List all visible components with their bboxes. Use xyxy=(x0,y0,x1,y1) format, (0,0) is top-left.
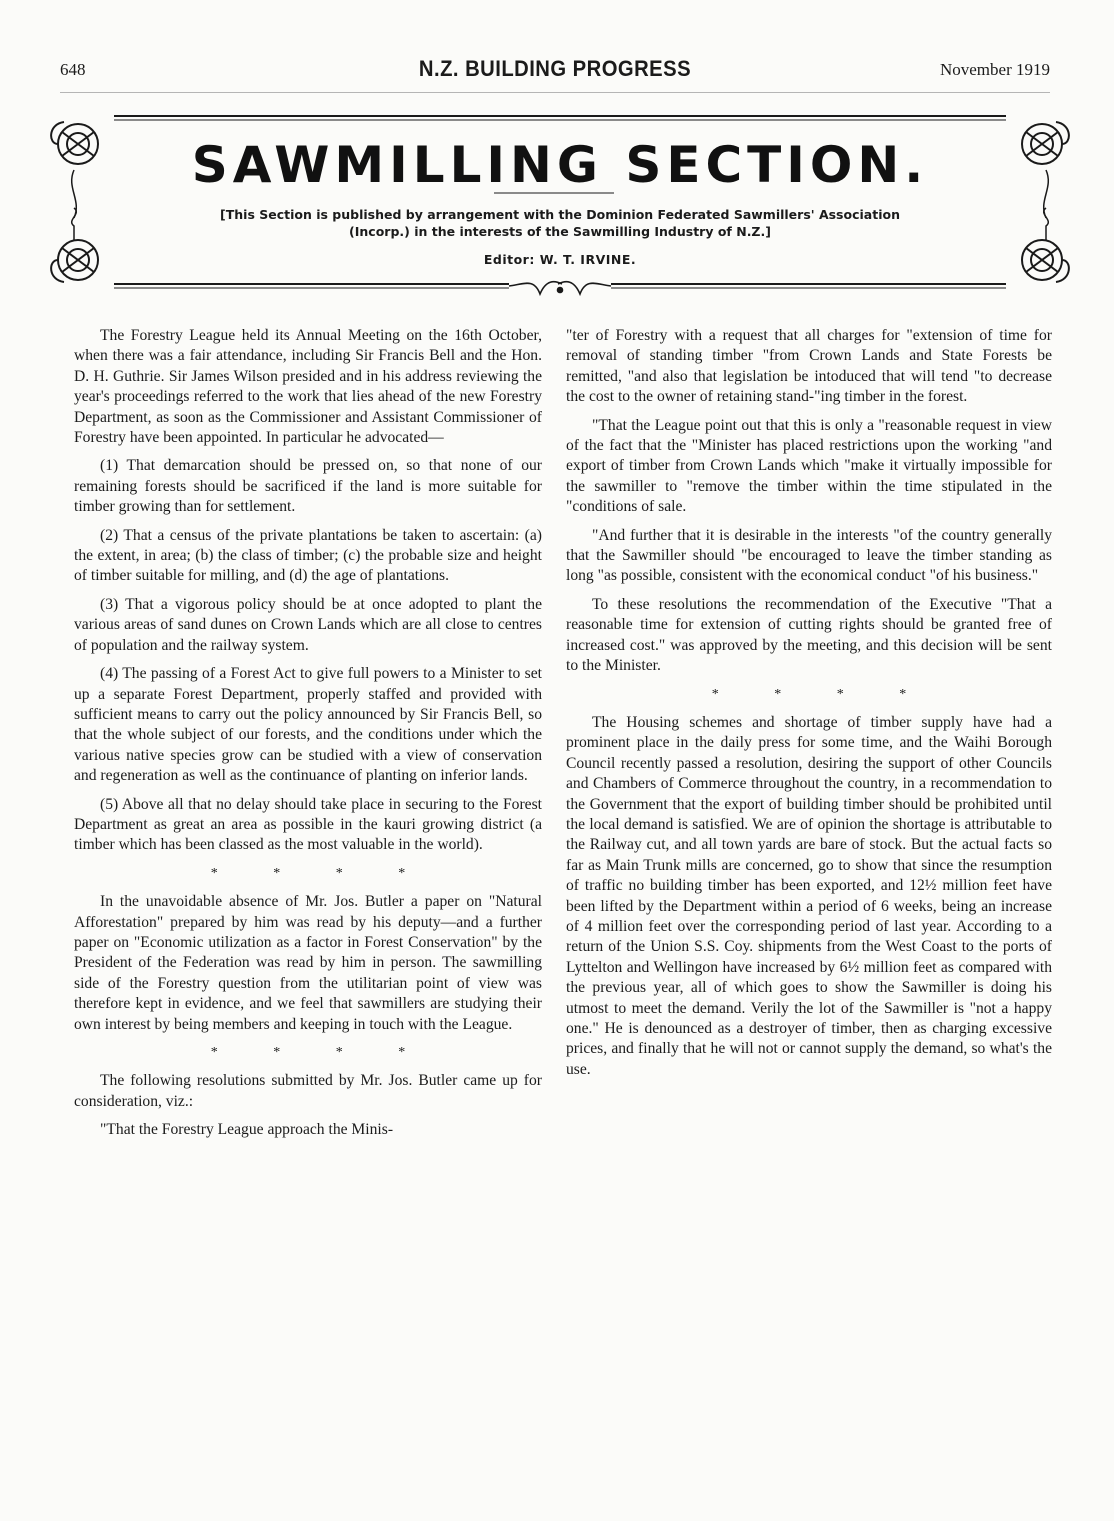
issue-date: November 1919 xyxy=(939,60,1050,79)
running-head xyxy=(60,56,1050,92)
paragraph: (5) Above all that no delay should take place in securing to the Forest Department as great an area as possible in the kauri growing district (a timber which has been classed as the most valuable in the world). xyxy=(74,795,542,854)
celtic-knot-icon xyxy=(51,208,98,282)
section-break: * * * * xyxy=(210,1045,432,1060)
right-column xyxy=(566,326,1052,1088)
left-column xyxy=(74,326,542,1149)
paragraph: (3) That a vigorous policy should be at once adopted to plant the various areas of sand dunes on Crown Lands which are all close to centres of population and the railway system. xyxy=(74,595,542,654)
paragraph: (1) That demarcation should be pressed on, so that none of our remaining forests should be sacrificed if the land is more suitable for timber growing than for settlement. xyxy=(74,457,542,516)
publication-title: N.Z. BUILDING PROGRESS xyxy=(418,56,692,81)
section-title: SAWMILLING SECTION. xyxy=(191,136,929,194)
paragraph: The Forestry League held its Annual Meeting on the 16th October, when there was a fair attendance, including Sir Francis Bell and the Hon. D. H. Guthrie. Sir James Wilson presided and in his address reviewing the year's proceedings referred to the work that lies ahead of the new Forestry Department, as soon as the Commissioner and Assistant Commissioner of Forestry have been appointed. In particular he advocated— xyxy=(74,327,542,447)
paragraph: In the unavoidable absence of Mr. Jos. Butler a paper on "Natural Afforestation" prepared by him was read by his deputy—and a further paper on "Economic utilization as a factor in Forest Conservation" by the President of the Federation was read by him in person. The sawmilling side of the Forestry question from the utilitarian point of view was therefore kept in evidence, and we feel that sawmillers are studying their own interest by being members and keeping in touch with the League. xyxy=(74,893,542,1033)
paragraph: The following resolutions submitted by Mr. Jos. Butler came up for consideration, viz.: xyxy=(74,1072,542,1110)
paragraph: "And further that it is desirable in the interests "of the country generally that the Sawmiller should "be encouraged to leave the timber standing as long "as possible, consistent with the economical conduct "of his business." xyxy=(566,526,1052,585)
page-number: 648 xyxy=(60,60,86,79)
paragraph: (2) That a census of the private plantations be taken to ascertain: (a) the extent, in area; (b) the class of timber; (c) the probable size and height of timber suitable for milling, and (d) the age of plantations. xyxy=(74,526,542,585)
celtic-knot-icon xyxy=(1022,208,1069,282)
section-break: * * * * xyxy=(210,865,432,881)
paragraph: "That the League point out that this is only a "reasonable request in view of the fact that the "Minister has placed restrictions upon the working "and export of timber from Crown Lands which "make it virtually impossible for the sawmiller to "remove the timber within the time stipulated in the "conditions of sale. xyxy=(566,416,1052,516)
section-editor: Editor: W. T. IRVINE. xyxy=(483,252,637,267)
paragraph: To these resolutions the recommendation of the Executive "That a reasonable time for extension of cutting rights should be granted free of increased cost." was approved by the meeting, and this decision will be sent to the Minister. xyxy=(566,595,1052,675)
section-banner xyxy=(44,108,1076,306)
paragraph: "That the Forestry League approach the Minis- xyxy=(100,1121,394,1139)
header-rule xyxy=(60,92,1050,93)
paragraph: "ter of Forestry with a request that all charges for "extension of time for removal of standing timber "from Crown Lands and State Forests be remitted, "and also that legislation be intoduced that will tend "to decrease the cost to the owner of retaining stand-"ing timber in the forest. xyxy=(566,327,1052,406)
paragraph: (4) The passing of a Forest Act to give full powers to a Minister to set up a separate Forest Department, properly staffed and provided with sufficient means to carry out the policy announced by Sir Francis Bell, so that the whole subject of our forests, and the conditions under which the various native species grow can be studied with a view of conservation and regeneration as well as the continuance of planting on inferior lands. xyxy=(74,665,542,785)
paragraph: The Housing schemes and shortage of timber supply have had a prominent place in the daily press for some time, and the Waihi Borough Council recently passed a resolution, desiring the support of other Councils and Chambers of Commerce throughout the country, in a recommendation to the Government that the export of building timber should be prohibited until the local demand is satisfied. We are of opinion the shortage is attributable to the Railway cut, and all town yards are bare of stock. But the actual facts so far as Main Trunk mills are concerned, go to show that since the resumption of traffic no building timber has been exported, and 12½ million feet have been lifted by the Department within a period of 6 weeks, being an increase of 4 million feet over the corresponding period of last year. According to a return of the Union S.S. Coy. shipments from the West Coast to the ports of Lyttelton and Wellingon have increased by 6½ million feet as compared with the previous year, all of which goes to show the Sawmiller is doing his utmost to meet the demand. Verily the lot of the Sawmiller is "not a happy one." He is denounced as a destroyer of timber, then as charging excessive prices, and finally that he will not or cannot supply the demand, so what's the use. xyxy=(566,713,1052,1078)
section-note: [This Section is published by arrangement with the Dominion Federated Sawmillers' Association (Incorp.) in the interests of the Sawmilling Industry of N.Z.] xyxy=(220,207,900,239)
flourish-ornament-icon xyxy=(509,282,611,294)
section-break: * * * * xyxy=(711,686,933,702)
